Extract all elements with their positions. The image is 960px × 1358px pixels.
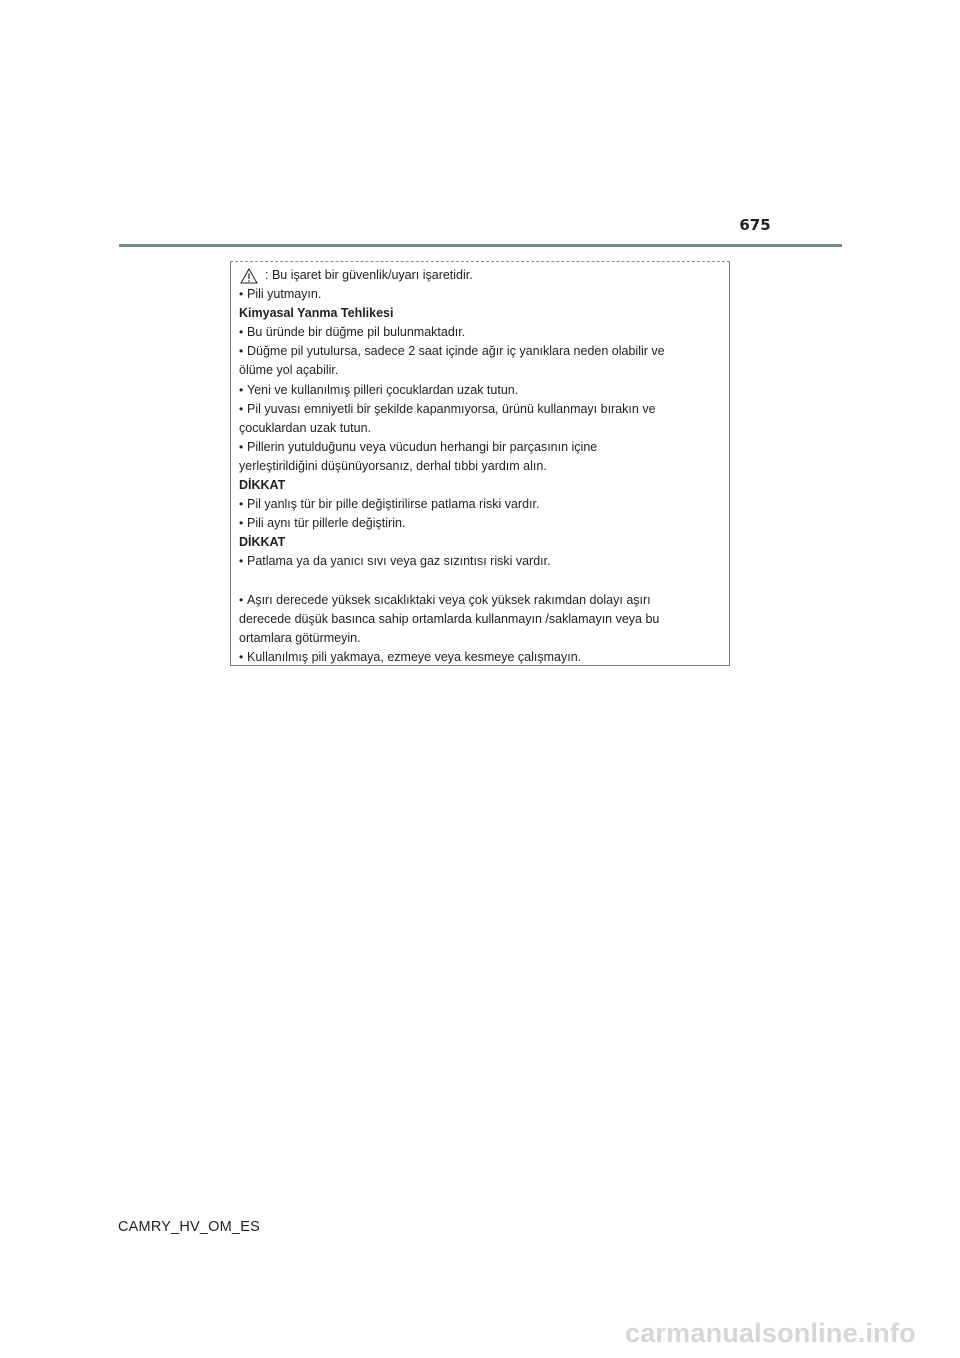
warning-line-text: DİKKAT — [239, 478, 286, 493]
warning-line — [239, 648, 721, 667]
bullet-icon: • — [239, 516, 244, 531]
warning-line — [239, 285, 721, 304]
warning-line-text: ölüme yol açabilir. — [239, 363, 339, 378]
warning-line-text: yerleştirildiğini düşünüyorsanız, derhal tıbbi yardım alın. — [239, 458, 547, 473]
warning-line — [239, 342, 721, 361]
warning-heading — [239, 533, 721, 552]
battery-warning-box — [230, 261, 730, 666]
warning-line — [239, 552, 721, 571]
warning-line — [239, 457, 721, 476]
warning-line-text: derecede düşük basınca sahip ortamlarda kullanmayın /saklamayın veya bu — [239, 611, 660, 626]
page-number: 675 — [739, 216, 771, 234]
warning-line — [239, 323, 721, 342]
warning-line — [239, 361, 721, 380]
warning-legend-text: : Bu işaret bir güvenlik/uyarı işaretidir. — [265, 268, 473, 282]
warning-line — [239, 629, 721, 648]
bullet-icon: • — [239, 382, 244, 397]
bullet-icon: • — [239, 554, 244, 569]
watermark: carmanualsonline.info — [625, 1318, 916, 1348]
warning-line-text: ortamlara götürmeyin. — [239, 630, 361, 645]
bullet-icon: • — [239, 287, 244, 302]
warning-line-text: Pillerin yutulduğunu veya vücudun herhangi bir parçasının içine — [247, 439, 598, 454]
warning-line-text: Pili aynı tür pillerle değiştirin. — [247, 516, 406, 531]
warning-lines — [239, 285, 721, 667]
bullet-icon: • — [239, 325, 244, 340]
warning-line-text: Aşırı derecede yüksek sıcaklıktaki veya çok yüksek rakımdan dolayı aşırı — [247, 592, 651, 607]
bullet-icon: • — [239, 649, 244, 664]
bullet-icon: • — [239, 497, 244, 512]
bullet-icon: • — [239, 439, 244, 454]
header-rule — [119, 244, 842, 247]
warning-line-text: Pil yanlış tür bir pille değiştirilirse patlama riski vardır. — [247, 497, 540, 512]
bullet-icon: • — [239, 344, 244, 359]
warning-line-text: çocuklardan uzak tutun. — [239, 420, 372, 435]
warning-line — [239, 495, 721, 514]
spacer-line — [239, 572, 721, 591]
warning-line — [239, 438, 721, 457]
warning-line-text: Yeni ve kullanılmış pilleri çocuklardan uzak tutun. — [247, 382, 519, 397]
warning-line — [239, 400, 721, 419]
warning-heading — [239, 304, 721, 323]
warning-line-text: Pili yutmayın. — [247, 287, 322, 302]
warning-line — [239, 591, 721, 610]
bullet-icon: • — [239, 592, 244, 607]
footer-manual-code: CAMRY_HV_OM_ES — [118, 1219, 260, 1235]
warning-line-text: Bu üründe bir düğme pil bulunmaktadır. — [247, 325, 466, 340]
warning-line-text: DİKKAT — [239, 535, 286, 550]
warning-heading — [239, 476, 721, 495]
warning-legend — [239, 266, 721, 285]
warning-line — [239, 514, 721, 533]
warning-triangle-icon — [240, 268, 258, 284]
bullet-icon: • — [239, 401, 244, 416]
warning-line-text: Pil yuvası emniyetli bir şekilde kapanmıyorsa, ürünü kullanmayı bırakın ve — [247, 401, 656, 416]
warning-line-text: Kimyasal Yanma Tehlikesi — [239, 306, 394, 321]
warning-line-text: Düğme pil yutulursa, sadece 2 saat içinde ağır iç yanıklara neden olabilir ve — [247, 344, 665, 359]
warning-line — [239, 419, 721, 438]
warning-line-text: Kullanılmış pili yakmaya, ezmeye veya kesmeye çalışmayın. — [247, 649, 582, 664]
warning-line — [239, 610, 721, 629]
warning-line — [239, 381, 721, 400]
warning-line-text: Patlama ya da yanıcı sıvı veya gaz sızıntısı riski vardır. — [247, 554, 551, 569]
